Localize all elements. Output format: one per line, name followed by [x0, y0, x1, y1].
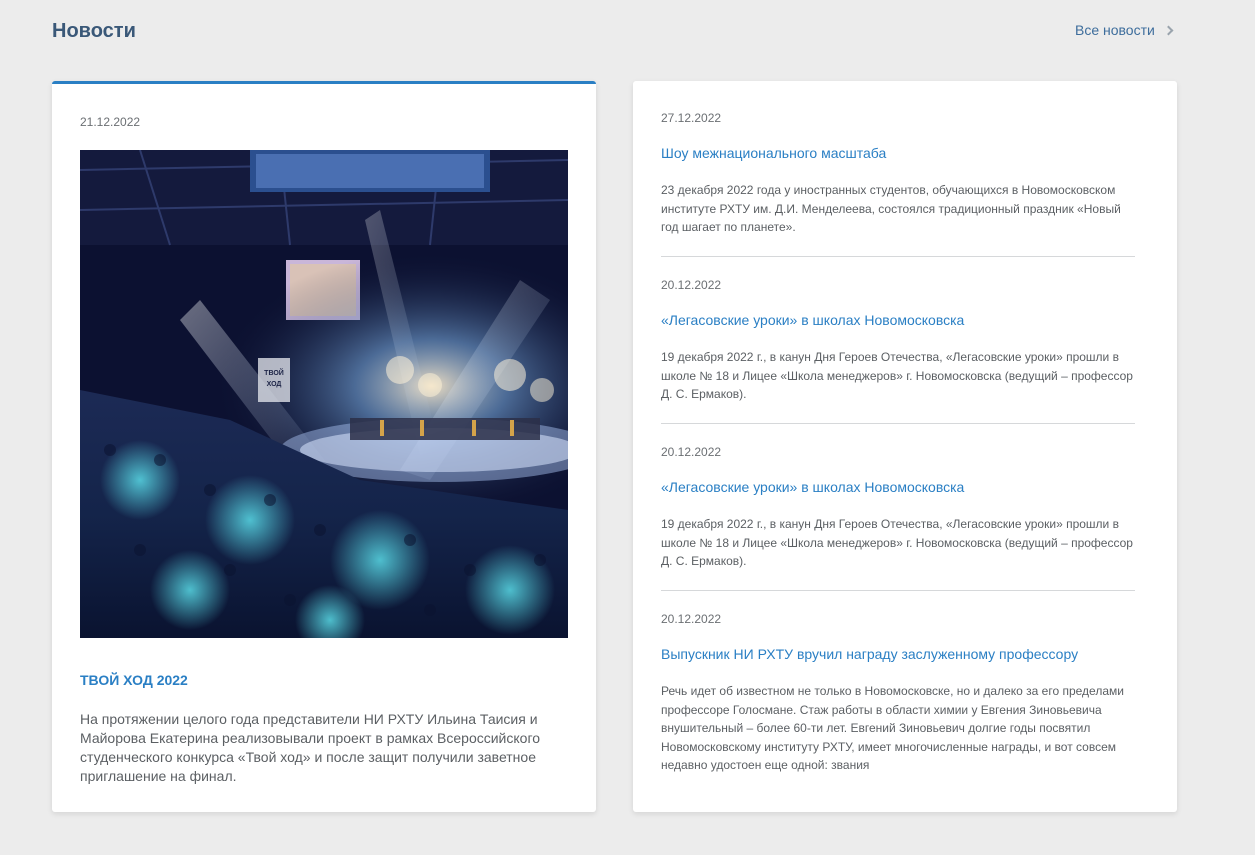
- svg-text:ХОД: ХОД: [266, 381, 282, 388]
- news-text: Речь идет об известном не только в Новомосковске, но и далеко за его пределами профессоре Голосмане. Стаж работы в области химии у Евгения Зиновьевича внушительный – более 60-ти лет. Евгений Зиновьевич долгие годы посвятил Новомосковскому институту РХТУ, имеет многочисленные награды, и вот совсем недавно удостоен еще одной: звания: [661, 684, 1124, 772]
- news-title-link[interactable]: «Легасовские уроки» в школах Новомосковска: [661, 312, 965, 328]
- divider: [661, 423, 1135, 424]
- featured-image[interactable]: [80, 150, 568, 638]
- featured-text: На протяжении целого года представители НИ РХТУ Ильина Таисия и Майорова Екатерина реализовывали проект в рамках Всероссийского студенческого конкурса «Твой ход» и после защит получили заветное приглашение на финал.: [80, 711, 541, 784]
- news-date: 20.12.2022: [661, 612, 722, 626]
- news-text: 19 декабря 2022 г., в канун Дня Героев Отечества, «Легасовские уроки» прошли в школе № 18 и Лицее «Школа менеджеров» г. Новомосковска (ведущий – профессор Д. С. Ермаков).: [661, 517, 1133, 568]
- all-news-label: Все новости: [1075, 22, 1155, 38]
- news-list-card: [633, 81, 1177, 812]
- news-date: 20.12.2022: [661, 278, 722, 292]
- featured-date: 21.12.2022: [80, 115, 141, 129]
- news-text: 23 декабря 2022 года у иностранных студентов, обучающихся в Новомосковском институте РХТУ им. Д.И. Менделеева, состоялся традиционный праздник «Новый год шагает по планете».: [661, 183, 1121, 234]
- news-date: 20.12.2022: [661, 445, 722, 459]
- featured-news-card[interactable]: [52, 81, 596, 812]
- divider: [661, 590, 1135, 591]
- featured-title-link[interactable]: ТВОЙ ХОД 2022: [80, 672, 188, 688]
- all-news-link[interactable]: [1075, 22, 1172, 38]
- news-text: 19 декабря 2022 г., в канун Дня Героев Отечества, «Легасовские уроки» прошли в школе № 18 и Лицее «Школа менеджеров» г. Новомосковска (ведущий – профессор Д. С. Ермаков).: [661, 350, 1133, 401]
- news-title-link[interactable]: «Легасовские уроки» в школах Новомосковска: [661, 479, 965, 495]
- chevron-right-icon: [1163, 26, 1173, 36]
- news-title-link[interactable]: Шоу межнационального масштаба: [661, 145, 887, 161]
- news-date: 27.12.2022: [661, 111, 722, 125]
- divider: [661, 256, 1135, 257]
- svg-text:ТВОЙ: ТВОЙ: [264, 370, 284, 377]
- news-title-link[interactable]: Выпускник НИ РХТУ вручил награду заслуженному профессору: [661, 646, 1079, 662]
- section-title: Новости: [52, 20, 136, 42]
